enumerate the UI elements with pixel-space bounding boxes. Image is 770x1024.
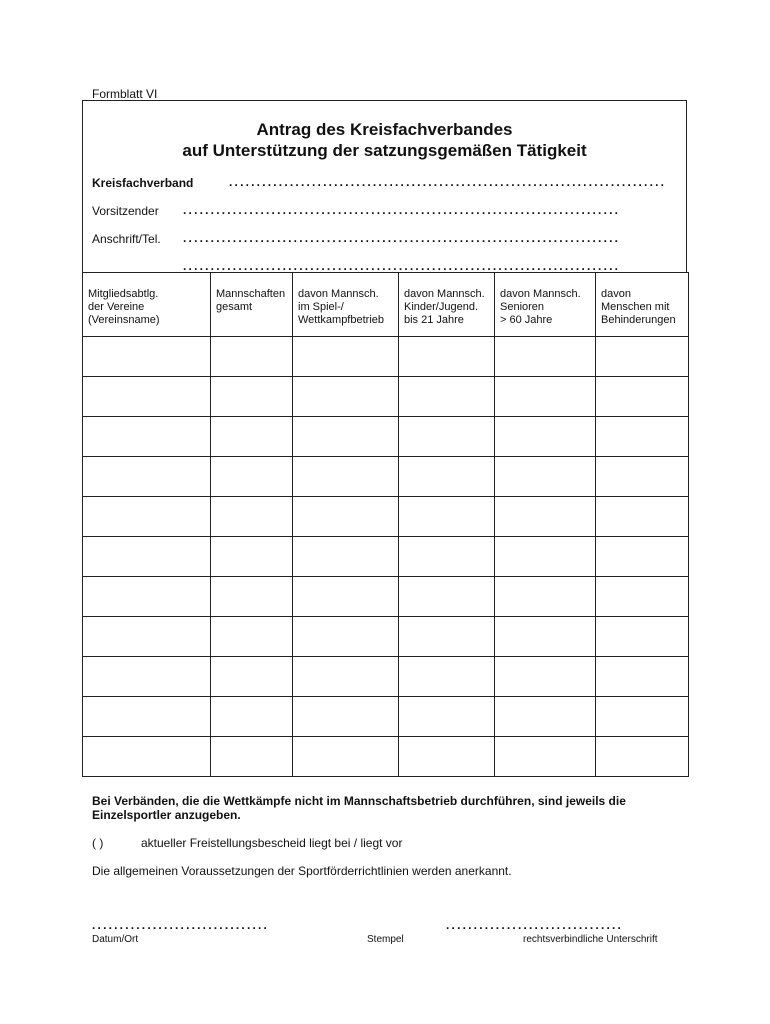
unterschrift-field[interactable]: ................................: [446, 918, 624, 932]
table-cell[interactable]: [399, 377, 495, 417]
table-cell[interactable]: [596, 457, 689, 497]
table-row: [83, 737, 689, 777]
column-header-senioren: [495, 273, 596, 337]
table-cell[interactable]: [495, 337, 596, 377]
datum-ort-field[interactable]: ................................: [92, 918, 270, 932]
table-cell[interactable]: [596, 697, 689, 737]
table-cell[interactable]: [399, 497, 495, 537]
table-row: [83, 457, 689, 497]
table-cell[interactable]: [399, 617, 495, 657]
table-row: [83, 657, 689, 697]
kreisfachverband-label: Kreisfachverband: [92, 176, 194, 190]
table-cell[interactable]: [83, 657, 211, 697]
table-cell[interactable]: [293, 737, 399, 777]
table-cell[interactable]: [495, 537, 596, 577]
anschrift-field-line-2[interactable]: ...............................................................................: [183, 259, 621, 273]
table-cell[interactable]: [83, 377, 211, 417]
table-cell[interactable]: [211, 337, 293, 377]
table-cell[interactable]: [211, 577, 293, 617]
table-cell[interactable]: [211, 497, 293, 537]
table-row: [83, 617, 689, 657]
anschrift-label: Anschrift/Tel.: [92, 232, 161, 246]
table-cell[interactable]: [495, 377, 596, 417]
table-cell[interactable]: [211, 657, 293, 697]
table-cell[interactable]: [211, 377, 293, 417]
table-cell[interactable]: [83, 457, 211, 497]
anschrift-field[interactable]: ...............................................................................: [183, 231, 621, 245]
table-cell[interactable]: [293, 697, 399, 737]
table-cell[interactable]: [596, 617, 689, 657]
table-cell[interactable]: [399, 657, 495, 697]
table-cell[interactable]: [596, 377, 689, 417]
table-cell[interactable]: [495, 457, 596, 497]
column-header-vereinsname: [83, 273, 211, 337]
freistellung-checkbox[interactable]: ( ): [92, 836, 104, 850]
table-cell[interactable]: [495, 737, 596, 777]
table-cell[interactable]: [596, 537, 689, 577]
table-cell[interactable]: [293, 657, 399, 697]
vorsitzender-label: Vorsitzender: [92, 204, 159, 218]
vorsitzender-field[interactable]: ...............................................................................: [183, 203, 621, 217]
table-cell[interactable]: [211, 697, 293, 737]
table-row: [83, 537, 689, 577]
column-header-mannschaften-gesamt: [211, 273, 293, 337]
table-cell[interactable]: [83, 697, 211, 737]
table-cell[interactable]: [596, 577, 689, 617]
table-cell[interactable]: [293, 377, 399, 417]
table-cell[interactable]: [495, 617, 596, 657]
table-cell[interactable]: [293, 417, 399, 457]
table-row: [83, 337, 689, 377]
stempel-label: Stempel: [367, 934, 404, 945]
column-header-text: davon Mannsch. im Spiel-/ Wettkampfbetrieb: [298, 288, 385, 326]
table-cell[interactable]: [293, 537, 399, 577]
table-cell[interactable]: [399, 337, 495, 377]
table-cell[interactable]: [495, 577, 596, 617]
club-teams-table: [82, 272, 689, 777]
table-cell[interactable]: [211, 737, 293, 777]
table-cell[interactable]: [596, 337, 689, 377]
table-cell[interactable]: [596, 737, 689, 777]
table-row: [83, 377, 689, 417]
table-cell[interactable]: [596, 497, 689, 537]
form-label: Formblatt VI: [92, 87, 158, 101]
table-cell[interactable]: [399, 417, 495, 457]
table-cell[interactable]: [399, 537, 495, 577]
table-cell[interactable]: [399, 457, 495, 497]
table-header-row: [83, 273, 689, 337]
table-cell[interactable]: [596, 657, 689, 697]
table-cell[interactable]: [495, 697, 596, 737]
table-cell[interactable]: [83, 417, 211, 457]
form-title-line-2: auf Unterstützung der satzungsgemäßen Tätigkeit: [182, 141, 587, 160]
table-cell[interactable]: [293, 497, 399, 537]
table-row: [83, 497, 689, 537]
table-cell[interactable]: [211, 617, 293, 657]
datum-ort-label: Datum/Ort: [92, 934, 139, 945]
acceptance-statement: Die allgemeinen Voraussetzungen der Sportförderrichtlinien werden anerkannt.: [92, 864, 512, 878]
table-cell[interactable]: [399, 577, 495, 617]
form-title-line-1: Antrag des Kreisfachverbandes: [256, 120, 513, 139]
freistellung-label: aktueller Freistellungsbescheid liegt bei / liegt vor: [141, 836, 403, 850]
column-header-text: davon Mannsch. Kinder/Jugend. bis 21 Jahre: [404, 288, 485, 326]
table-cell[interactable]: [293, 457, 399, 497]
table-cell[interactable]: [83, 537, 211, 577]
column-header-text: Mitgliedsabtlg. der Vereine (Vereinsname): [88, 288, 160, 326]
table-cell[interactable]: [83, 577, 211, 617]
table-cell[interactable]: [293, 337, 399, 377]
column-header-text: Mannschaften gesamt: [216, 288, 286, 313]
table-cell[interactable]: [399, 737, 495, 777]
table-cell[interactable]: [211, 417, 293, 457]
table-row: [83, 417, 689, 457]
table-cell[interactable]: [495, 657, 596, 697]
table-cell[interactable]: [83, 737, 211, 777]
table-cell[interactable]: [211, 457, 293, 497]
table-cell[interactable]: [83, 497, 211, 537]
column-header-text: davon Menschen mit Behinderungen: [601, 288, 676, 326]
unterschrift-label: rechtsverbindliche Unterschrift: [523, 934, 658, 945]
table-body: [83, 337, 689, 777]
column-header-spielbetrieb: [293, 273, 399, 337]
header-box: [82, 100, 687, 273]
freistellung-row: [92, 836, 402, 850]
table-cell[interactable]: [211, 537, 293, 577]
table-row: [83, 577, 689, 617]
table-cell[interactable]: [399, 697, 495, 737]
table-cell[interactable]: [293, 577, 399, 617]
column-header-text: davon Mannsch. Senioren > 60 Jahre: [500, 288, 581, 326]
table-cell[interactable]: [596, 417, 689, 457]
table-row: [83, 697, 689, 737]
table-cell[interactable]: [495, 417, 596, 457]
column-header-kinder-jugend: [399, 273, 495, 337]
kreisfachverband-field[interactable]: ...............................................................................: [229, 175, 667, 189]
column-header-behinderungen: [596, 273, 689, 337]
table-cell[interactable]: [293, 617, 399, 657]
table-cell[interactable]: [83, 617, 211, 657]
table-cell[interactable]: [83, 337, 211, 377]
einzelsportler-note: Bei Verbänden, die die Wettkämpfe nicht im Mannschaftsbetrieb durchführen, sind jeweils die Einzelsportler anzugeben.: [92, 794, 626, 822]
table-cell[interactable]: [495, 497, 596, 537]
